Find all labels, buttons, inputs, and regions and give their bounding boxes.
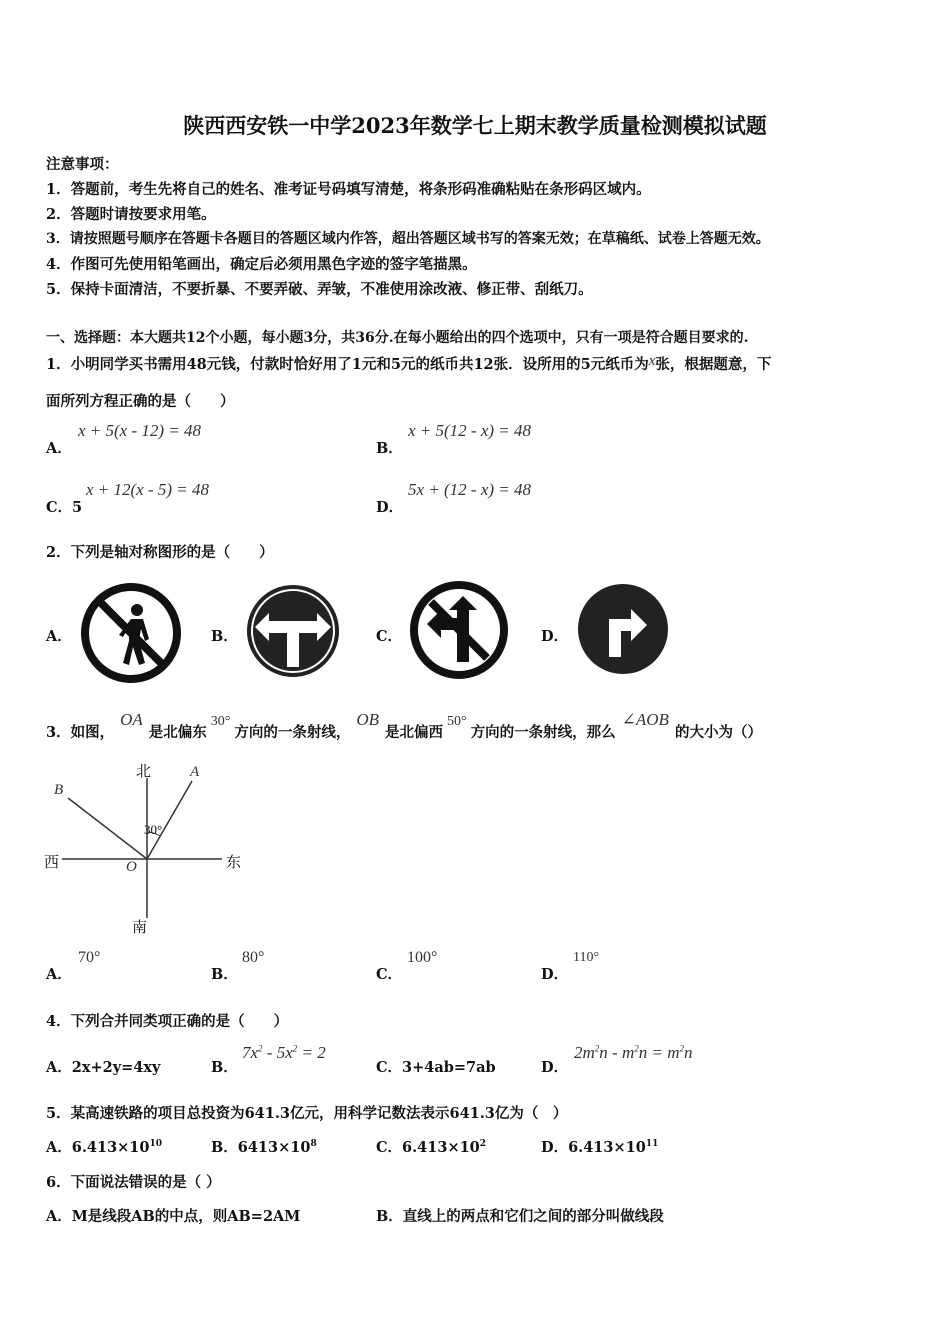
option-label: B． [376, 440, 403, 457]
option-d-value: 110° [573, 950, 600, 965]
question-6-stem: 6．下面说法错误的是（ ） [46, 1174, 221, 1191]
compass-east-label: 东 [226, 853, 242, 871]
option-label: C． [376, 628, 403, 645]
point-b-label: B [54, 782, 64, 798]
option-label: A． [46, 966, 72, 983]
angle-label: 30° [144, 822, 163, 837]
compass-west-label: 西 [44, 853, 60, 871]
option-b: B．直线上的两点和它们之间的部分叫做线段 [376, 1208, 664, 1225]
notice-item: 2．答题时请按要求用笔。 [46, 206, 216, 223]
option-d: D．$6.413\times 10^{11}$ [541, 1139, 659, 1156]
option-a-value: 70° [78, 949, 101, 966]
section-heading: 一、选择题：本大题共12个小题，每小题3分，共36分.在每小题给出的四个选项中，只有一项是符合题目要求的. [46, 330, 749, 346]
page-title: 陕西西安铁一中学2023年数学七上期末教学质量检测模拟试题 [183, 113, 767, 138]
question-1-stem-cont: 面所列方程正确的是（ ） [46, 393, 235, 410]
notice-heading: 注意事项： [46, 156, 119, 173]
option-label: C． [376, 966, 403, 983]
option-label: B． [211, 1059, 238, 1076]
option-d-equation: 5x + (12 - x) = 48 [408, 480, 532, 499]
option-label: B． [211, 628, 238, 645]
notice-item: 4．作图可先使用铅笔画出，确定后必须用黑色字迹的签字笔描黑。 [46, 256, 477, 273]
option-label: D． [541, 628, 569, 645]
option-label: D． [376, 499, 404, 516]
option-a: A．M是线段AB的中点，则AB=2AM [46, 1208, 301, 1225]
option-b: B．$6413\times 10^8$ [211, 1139, 317, 1156]
option-label: D． [541, 966, 569, 983]
notice-item: 1．答题前，考生先将自己的姓名、准考证号码填写清楚，将条形码准确粘贴在条形码区域内。 [46, 181, 651, 198]
option-d-equation: $2m^2n - m^2n = m^2n$ [574, 1043, 693, 1062]
option-c: C．3+4ab=7ab [376, 1059, 496, 1076]
no-left-straight-sign-icon [409, 580, 509, 680]
option-b-equation: $7x^2 - 5x^2 = 2$ [242, 1043, 326, 1062]
notice-item: 5．保持卡面清洁，不要折暴、不要弄破、弄皱，不准使用涂改液、修正带、刮纸刀。 [46, 281, 593, 298]
question-4-stem: 4．下列合并同类项正确的是（ ） [46, 1013, 289, 1030]
point-a-label: A [190, 764, 200, 780]
option-b-value: 80° [242, 949, 265, 966]
option-a: A．2x+2y=4xy [46, 1059, 161, 1076]
option-c: C．$6.413\times 10^2$ [376, 1139, 487, 1156]
option-c-value: 100° [407, 949, 438, 966]
left-right-turn-sign-icon [245, 583, 341, 679]
no-pedestrian-sign-icon [79, 583, 183, 683]
question-1-stem: 1．小明同学买书需用48元钱，付款时恰好用了1元和5元的纸币共12张．设所用的5元纸币为x张，根据题意，下 [46, 353, 772, 373]
option-c-equation: x + 12(x - 5) = 48 [86, 480, 210, 499]
compass-south-label: 南 [132, 918, 148, 936]
option-a-equation: x + 5(x - 12) = 48 [78, 421, 202, 440]
point-o-label: O [126, 859, 137, 875]
option-label: D． [541, 1059, 569, 1076]
question-3-stem: 3．如图，OA是北偏东30°方向的一条射线，OB是北偏西50°方向的一条射线，那么∠AOB的大小为（） [46, 710, 762, 741]
question-5-stem: 5．某高速铁路的项目总投资为641.3亿元，用科学记数法表示641.3亿为（ ） [46, 1105, 568, 1122]
compass-north-label: 北 [136, 762, 152, 780]
turn-right-sign-icon [577, 583, 669, 675]
option-label: A． [46, 440, 72, 457]
compass-lines [40, 758, 260, 938]
question-2-stem: 2．下列是轴对称图形的是（ ） [46, 544, 274, 561]
compass-figure [40, 758, 260, 938]
notice-item: 3．请按照题号顺序在答题卡各题目的答题区域内作答，超出答题区域书写的答案无效；在草稿纸、试卷上答题无效。 [46, 231, 770, 247]
option-label: A． [46, 628, 72, 645]
option-label: B． [211, 966, 238, 983]
option-a: A．$6.413\times 10^{10}$ [46, 1139, 163, 1156]
option-b-equation: x + 5(12 - x) = 48 [408, 421, 532, 440]
option-label: C．5 [46, 499, 83, 516]
